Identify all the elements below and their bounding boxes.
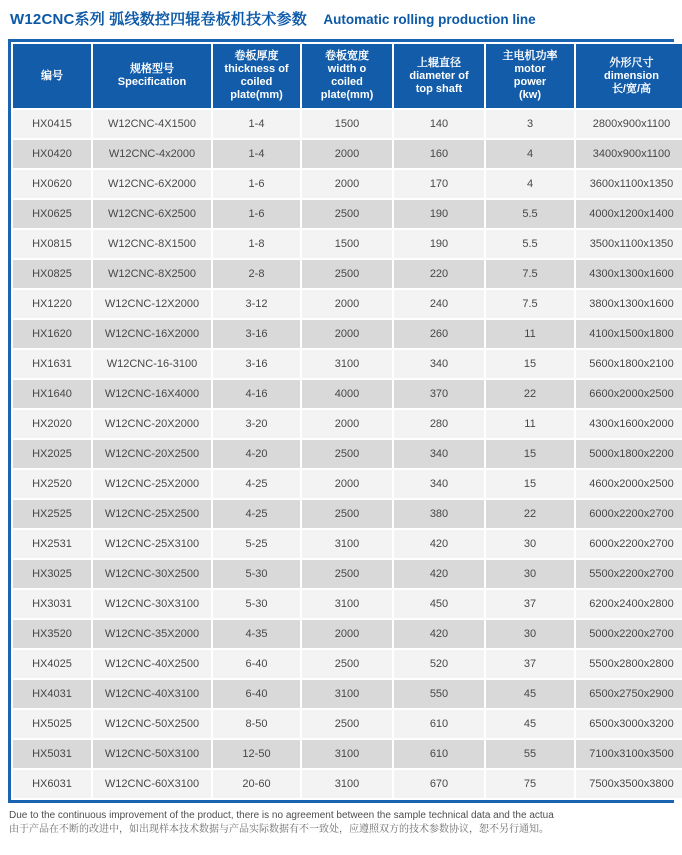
- cell-diameter: 670: [394, 770, 484, 798]
- cell-code: HX1620: [13, 320, 91, 348]
- cell-specification: W12CNC-35X2000: [93, 620, 211, 648]
- table-row: [13, 740, 682, 768]
- table-row: [13, 350, 682, 378]
- table-row: [13, 170, 682, 198]
- cell-width: 3100: [302, 350, 392, 378]
- cell-diameter: 420: [394, 530, 484, 558]
- table-row: [13, 290, 682, 318]
- cell-width: 2500: [302, 560, 392, 588]
- cell-width: 2500: [302, 200, 392, 228]
- cell-width: 2000: [302, 320, 392, 348]
- cell-code: HX0825: [13, 260, 91, 288]
- cell-width: 3100: [302, 530, 392, 558]
- cell-dimension: 4300x1600x2000: [576, 410, 682, 438]
- cell-dimension: 7100x3100x3500: [576, 740, 682, 768]
- header-label: power: [513, 76, 547, 88]
- spec-table: [11, 42, 682, 800]
- header-label: plate(mm): [230, 89, 283, 101]
- cell-code: HX0420: [13, 140, 91, 168]
- header-label: 编号: [41, 69, 63, 82]
- table-row: [13, 500, 682, 528]
- cell-power: 45: [486, 680, 574, 708]
- footer-notes: [9, 809, 674, 837]
- header-label: Specification: [117, 76, 187, 88]
- cell-diameter: 240: [394, 290, 484, 318]
- cell-dimension: 3500x1100x1350: [576, 230, 682, 258]
- cell-dimension: 6000x2200x2700: [576, 530, 682, 558]
- cell-width: 2000: [302, 290, 392, 318]
- page-title: [10, 8, 674, 29]
- table-row: [13, 200, 682, 228]
- cell-specification: W12CNC-6X2000: [93, 170, 211, 198]
- header-cell-specification: [93, 44, 211, 108]
- table-row: [13, 260, 682, 288]
- header-label: coiled: [331, 76, 363, 88]
- cell-width: 1500: [302, 230, 392, 258]
- cell-dimension: 6500x3000x3200: [576, 710, 682, 738]
- cell-diameter: 170: [394, 170, 484, 198]
- cell-dimension: 6000x2200x2700: [576, 500, 682, 528]
- cell-specification: W12CNC-16-3100: [93, 350, 211, 378]
- cell-dimension: 5000x2200x2700: [576, 620, 682, 648]
- cell-width: 4000: [302, 380, 392, 408]
- cell-thickness: 6-40: [213, 680, 300, 708]
- table-row: [13, 620, 682, 648]
- cell-thickness: 4-20: [213, 440, 300, 468]
- cell-dimension: 4100x1500x1800: [576, 320, 682, 348]
- cell-width: 2000: [302, 470, 392, 498]
- table-row: [13, 410, 682, 438]
- cell-code: HX3031: [13, 590, 91, 618]
- cell-code: HX2531: [13, 530, 91, 558]
- cell-thickness: 3-16: [213, 350, 300, 378]
- table-row: [13, 680, 682, 708]
- footer-note-en: Due to the continuous improvement of the product, there is no agreement between the sample technical data and the actua: [9, 810, 554, 821]
- table-row: [13, 140, 682, 168]
- cell-specification: W12CNC-40X2500: [93, 650, 211, 678]
- cell-dimension: 5600x1800x2100: [576, 350, 682, 378]
- table-body: [13, 110, 682, 798]
- cell-diameter: 420: [394, 560, 484, 588]
- cell-dimension: 5500x2800x2800: [576, 650, 682, 678]
- cell-thickness: 6-40: [213, 650, 300, 678]
- table-row: [13, 710, 682, 738]
- header-cell-thickness: [213, 44, 300, 108]
- cell-diameter: 610: [394, 740, 484, 768]
- footer-note-zh: 由于产品在不断的改进中，如出现样本技术数据与产品实际数据有不一致处，应遵照双方的技术参数协议，恕不另行通知。: [9, 824, 549, 835]
- cell-specification: W12CNC-8X1500: [93, 230, 211, 258]
- page-title-en: Automatic rolling production line: [323, 12, 536, 27]
- cell-dimension: 5500x2200x2700: [576, 560, 682, 588]
- cell-width: 1500: [302, 110, 392, 138]
- cell-width: 2500: [302, 650, 392, 678]
- cell-code: HX0815: [13, 230, 91, 258]
- header-cell-diameter: [394, 44, 484, 108]
- cell-power: 11: [486, 320, 574, 348]
- cell-width: 3100: [302, 590, 392, 618]
- header-label: coiled: [240, 76, 273, 88]
- cell-code: HX2520: [13, 470, 91, 498]
- cell-power: 75: [486, 770, 574, 798]
- header-label: width o: [327, 63, 367, 75]
- table-row: [13, 590, 682, 618]
- cell-thickness: 20-60: [213, 770, 300, 798]
- cell-code: HX0620: [13, 170, 91, 198]
- cell-code: HX1631: [13, 350, 91, 378]
- cell-specification: W12CNC-20X2000: [93, 410, 211, 438]
- cell-power: 30: [486, 560, 574, 588]
- table-row: [13, 440, 682, 468]
- header-label: motor: [514, 63, 546, 75]
- table-row: [13, 770, 682, 798]
- cell-diameter: 520: [394, 650, 484, 678]
- cell-width: 2500: [302, 710, 392, 738]
- cell-power: 22: [486, 500, 574, 528]
- cell-code: HX5031: [13, 740, 91, 768]
- header-label: 上辊直径: [417, 56, 461, 69]
- cell-thickness: 3-12: [213, 290, 300, 318]
- cell-power: 3: [486, 110, 574, 138]
- header-cell-code: [13, 44, 91, 108]
- cell-dimension: 3400x900x1100: [576, 140, 682, 168]
- cell-thickness: 4-25: [213, 470, 300, 498]
- cell-dimension: 3600x1100x1350: [576, 170, 682, 198]
- cell-dimension: 5000x1800x2200: [576, 440, 682, 468]
- cell-thickness: 4-35: [213, 620, 300, 648]
- cell-width: 2500: [302, 260, 392, 288]
- cell-power: 4: [486, 140, 574, 168]
- cell-thickness: 3-16: [213, 320, 300, 348]
- page-title-zh: W12CNC系列 弧线数控四辊卷板机技术参数: [10, 11, 307, 28]
- cell-thickness: 1-6: [213, 170, 300, 198]
- cell-code: HX1640: [13, 380, 91, 408]
- cell-code: HX2020: [13, 410, 91, 438]
- cell-diameter: 550: [394, 680, 484, 708]
- header-label: 主电机功率: [502, 50, 558, 62]
- cell-diameter: 190: [394, 200, 484, 228]
- cell-code: HX0625: [13, 200, 91, 228]
- table-row: [13, 530, 682, 558]
- cell-thickness: 3-20: [213, 410, 300, 438]
- cell-power: 15: [486, 470, 574, 498]
- cell-diameter: 420: [394, 620, 484, 648]
- cell-code: HX3520: [13, 620, 91, 648]
- cell-dimension: 4600x2000x2500: [576, 470, 682, 498]
- cell-diameter: 340: [394, 470, 484, 498]
- cell-diameter: 450: [394, 590, 484, 618]
- cell-thickness: 5-30: [213, 590, 300, 618]
- cell-thickness: 8-50: [213, 710, 300, 738]
- table-row: [13, 320, 682, 348]
- cell-diameter: 340: [394, 440, 484, 468]
- cell-specification: W12CNC-30X3100: [93, 590, 211, 618]
- cell-dimension: 4000x1200x1400: [576, 200, 682, 228]
- cell-width: 2000: [302, 410, 392, 438]
- cell-power: 5.5: [486, 200, 574, 228]
- spec-table-frame: [8, 39, 674, 803]
- cell-code: HX2525: [13, 500, 91, 528]
- cell-specification: W12CNC-25X3100: [93, 530, 211, 558]
- cell-thickness: 1-4: [213, 140, 300, 168]
- cell-specification: W12CNC-4X1500: [93, 110, 211, 138]
- cell-width: 3100: [302, 740, 392, 768]
- table-row: [13, 110, 682, 138]
- cell-code: HX0415: [13, 110, 91, 138]
- header-label: 卷板宽度: [325, 50, 369, 62]
- header-label: thickness of: [224, 63, 289, 75]
- cell-thickness: 5-30: [213, 560, 300, 588]
- cell-power: 7.5: [486, 260, 574, 288]
- cell-specification: W12CNC-30X2500: [93, 560, 211, 588]
- cell-power: 37: [486, 590, 574, 618]
- cell-specification: W12CNC-50X2500: [93, 710, 211, 738]
- cell-code: HX4031: [13, 680, 91, 708]
- header-label: 规格型号: [130, 63, 174, 75]
- cell-code: HX2025: [13, 440, 91, 468]
- cell-dimension: 3800x1300x1600: [576, 290, 682, 318]
- cell-power: 30: [486, 620, 574, 648]
- header-label: plate(mm): [320, 89, 374, 101]
- header-label: 外形尺寸: [609, 56, 654, 69]
- cell-power: 15: [486, 350, 574, 378]
- cell-dimension: 4300x1300x1600: [576, 260, 682, 288]
- cell-power: 4: [486, 170, 574, 198]
- cell-diameter: 220: [394, 260, 484, 288]
- cell-code: HX4025: [13, 650, 91, 678]
- table-row: [13, 560, 682, 588]
- cell-power: 22: [486, 380, 574, 408]
- cell-thickness: 4-25: [213, 500, 300, 528]
- cell-dimension: 6200x2400x2800: [576, 590, 682, 618]
- cell-code: HX5025: [13, 710, 91, 738]
- cell-dimension: 7500x3500x3800: [576, 770, 682, 798]
- cell-thickness: 1-6: [213, 200, 300, 228]
- cell-diameter: 160: [394, 140, 484, 168]
- table-row: [13, 380, 682, 408]
- table-row: [13, 650, 682, 678]
- header-row: [13, 44, 682, 108]
- cell-specification: W12CNC-6X2500: [93, 200, 211, 228]
- cell-power: 45: [486, 710, 574, 738]
- header-label: 长/宽/高: [611, 82, 652, 95]
- cell-width: 2000: [302, 620, 392, 648]
- header-cell-power: [486, 44, 574, 108]
- cell-specification: W12CNC-4x2000: [93, 140, 211, 168]
- header-label: 卷板厚度: [234, 50, 279, 62]
- cell-specification: W12CNC-16X2000: [93, 320, 211, 348]
- table-row: [13, 470, 682, 498]
- cell-power: 11: [486, 410, 574, 438]
- cell-specification: W12CNC-8X2500: [93, 260, 211, 288]
- cell-power: 5.5: [486, 230, 574, 258]
- cell-thickness: 12-50: [213, 740, 300, 768]
- cell-code: HX1220: [13, 290, 91, 318]
- cell-power: 30: [486, 530, 574, 558]
- cell-diameter: 340: [394, 350, 484, 378]
- cell-dimension: 6600x2000x2500: [576, 380, 682, 408]
- cell-thickness: 4-16: [213, 380, 300, 408]
- cell-code: HX3025: [13, 560, 91, 588]
- cell-dimension: 6500x2750x2900: [576, 680, 682, 708]
- cell-width: 2000: [302, 140, 392, 168]
- cell-specification: W12CNC-16X4000: [93, 380, 211, 408]
- cell-specification: W12CNC-25X2500: [93, 500, 211, 528]
- cell-diameter: 370: [394, 380, 484, 408]
- cell-width: 2000: [302, 170, 392, 198]
- cell-diameter: 280: [394, 410, 484, 438]
- cell-diameter: 610: [394, 710, 484, 738]
- header-label: top shaft: [415, 82, 463, 95]
- cell-diameter: 260: [394, 320, 484, 348]
- cell-specification: W12CNC-60X3100: [93, 770, 211, 798]
- header-label: dimension: [603, 69, 659, 82]
- table-row: [13, 230, 682, 258]
- cell-diameter: 190: [394, 230, 484, 258]
- header-cell-width: [302, 44, 392, 108]
- cell-thickness: 5-25: [213, 530, 300, 558]
- cell-code: HX6031: [13, 770, 91, 798]
- cell-power: 15: [486, 440, 574, 468]
- cell-width: 2500: [302, 500, 392, 528]
- cell-specification: W12CNC-50X3100: [93, 740, 211, 768]
- cell-power: 55: [486, 740, 574, 768]
- header-cell-dimension: [576, 44, 682, 108]
- cell-specification: W12CNC-20X2500: [93, 440, 211, 468]
- header-label: diameter of: [409, 69, 469, 82]
- cell-power: 37: [486, 650, 574, 678]
- cell-dimension: 2800x900x1100: [576, 110, 682, 138]
- cell-diameter: 140: [394, 110, 484, 138]
- cell-specification: W12CNC-40X3100: [93, 680, 211, 708]
- cell-width: 3100: [302, 770, 392, 798]
- cell-power: 7.5: [486, 290, 574, 318]
- cell-width: 3100: [302, 680, 392, 708]
- header-label: (kw): [519, 89, 541, 101]
- cell-width: 2500: [302, 440, 392, 468]
- cell-thickness: 1-8: [213, 230, 300, 258]
- cell-diameter: 380: [394, 500, 484, 528]
- cell-specification: W12CNC-12X2000: [93, 290, 211, 318]
- cell-thickness: 1-4: [213, 110, 300, 138]
- cell-thickness: 2-8: [213, 260, 300, 288]
- cell-specification: W12CNC-25X2000: [93, 470, 211, 498]
